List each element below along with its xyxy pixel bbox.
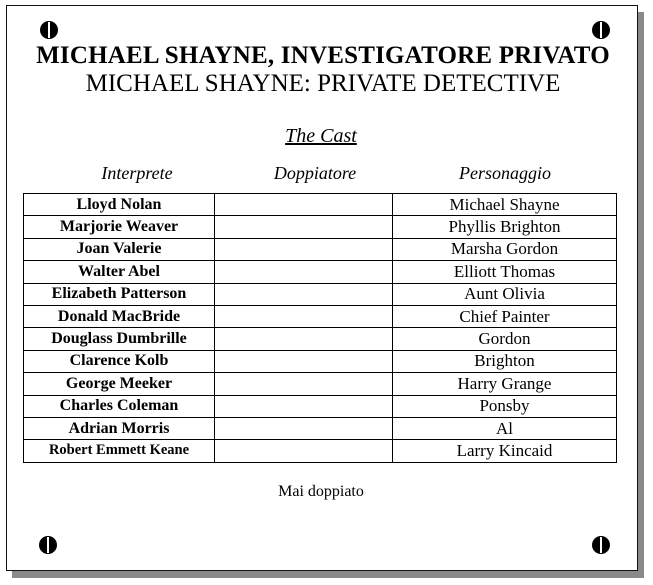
column-header-character: Personaggio (459, 163, 551, 183)
table-row (24, 194, 617, 216)
table-row (24, 417, 617, 439)
table-row (24, 216, 617, 238)
english-title: MICHAEL SHAYNE: PRIVATE DETECTIVE (85, 70, 561, 97)
character-cell: Phyllis Brighton (393, 216, 617, 238)
dubber-cell (215, 395, 393, 417)
dubber-cell (215, 305, 393, 327)
character-cell: Al (393, 417, 617, 439)
screw-icon (40, 21, 58, 39)
dubber-cell (215, 261, 393, 283)
actor-cell: Elizabeth Patterson (24, 283, 215, 305)
actor-cell: Robert Emmett Keane (24, 440, 215, 462)
actor-cell: Charles Coleman (24, 395, 215, 417)
character-cell: Gordon (393, 328, 617, 350)
character-cell: Brighton (393, 350, 617, 372)
table-row (24, 373, 617, 395)
actor-cell: Lloyd Nolan (24, 194, 215, 216)
table-row (24, 328, 617, 350)
table-row (24, 350, 617, 372)
character-cell: Larry Kincaid (393, 440, 617, 462)
actor-cell: Walter Abel (24, 261, 215, 283)
actor-cell: Marjorie Weaver (24, 216, 215, 238)
dubber-cell (215, 283, 393, 305)
table-row (24, 395, 617, 417)
dubber-cell (215, 194, 393, 216)
table-row (24, 283, 617, 305)
character-cell: Chief Painter (393, 305, 617, 327)
screw-icon (39, 536, 57, 554)
column-header-actor: Interprete (101, 163, 173, 183)
table-row (24, 440, 617, 462)
dubber-cell (215, 440, 393, 462)
dubber-cell (215, 328, 393, 350)
character-cell: Michael Shayne (393, 194, 617, 216)
table-row (24, 261, 617, 283)
cast-table (23, 193, 617, 463)
actor-cell: Donald MacBride (24, 305, 215, 327)
dubber-cell (215, 216, 393, 238)
character-cell: Elliott Thomas (393, 261, 617, 283)
actor-cell: Joan Valerie (24, 238, 215, 260)
dubber-cell (215, 373, 393, 395)
cast-heading: The Cast (285, 125, 357, 147)
table-row (24, 238, 617, 260)
dubber-cell (215, 350, 393, 372)
character-cell: Harry Grange (393, 373, 617, 395)
italian-title: MICHAEL SHAYNE, INVESTIGATORE PRIVATO (36, 42, 610, 69)
cast-plaque (6, 5, 638, 571)
footer-note: Mai doppiato (278, 483, 364, 500)
column-header-dubber: Doppiatore (273, 163, 357, 183)
dubber-cell (215, 417, 393, 439)
actor-cell: Adrian Morris (24, 417, 215, 439)
screw-icon (592, 21, 610, 39)
actor-cell: Clarence Kolb (24, 350, 215, 372)
character-cell: Ponsby (393, 395, 617, 417)
actor-cell: George Meeker (24, 373, 215, 395)
character-cell: Marsha Gordon (393, 238, 617, 260)
actor-cell: Douglass Dumbrille (24, 328, 215, 350)
character-cell: Aunt Olivia (393, 283, 617, 305)
table-row (24, 305, 617, 327)
dubber-cell (215, 238, 393, 260)
screw-icon (592, 536, 610, 554)
